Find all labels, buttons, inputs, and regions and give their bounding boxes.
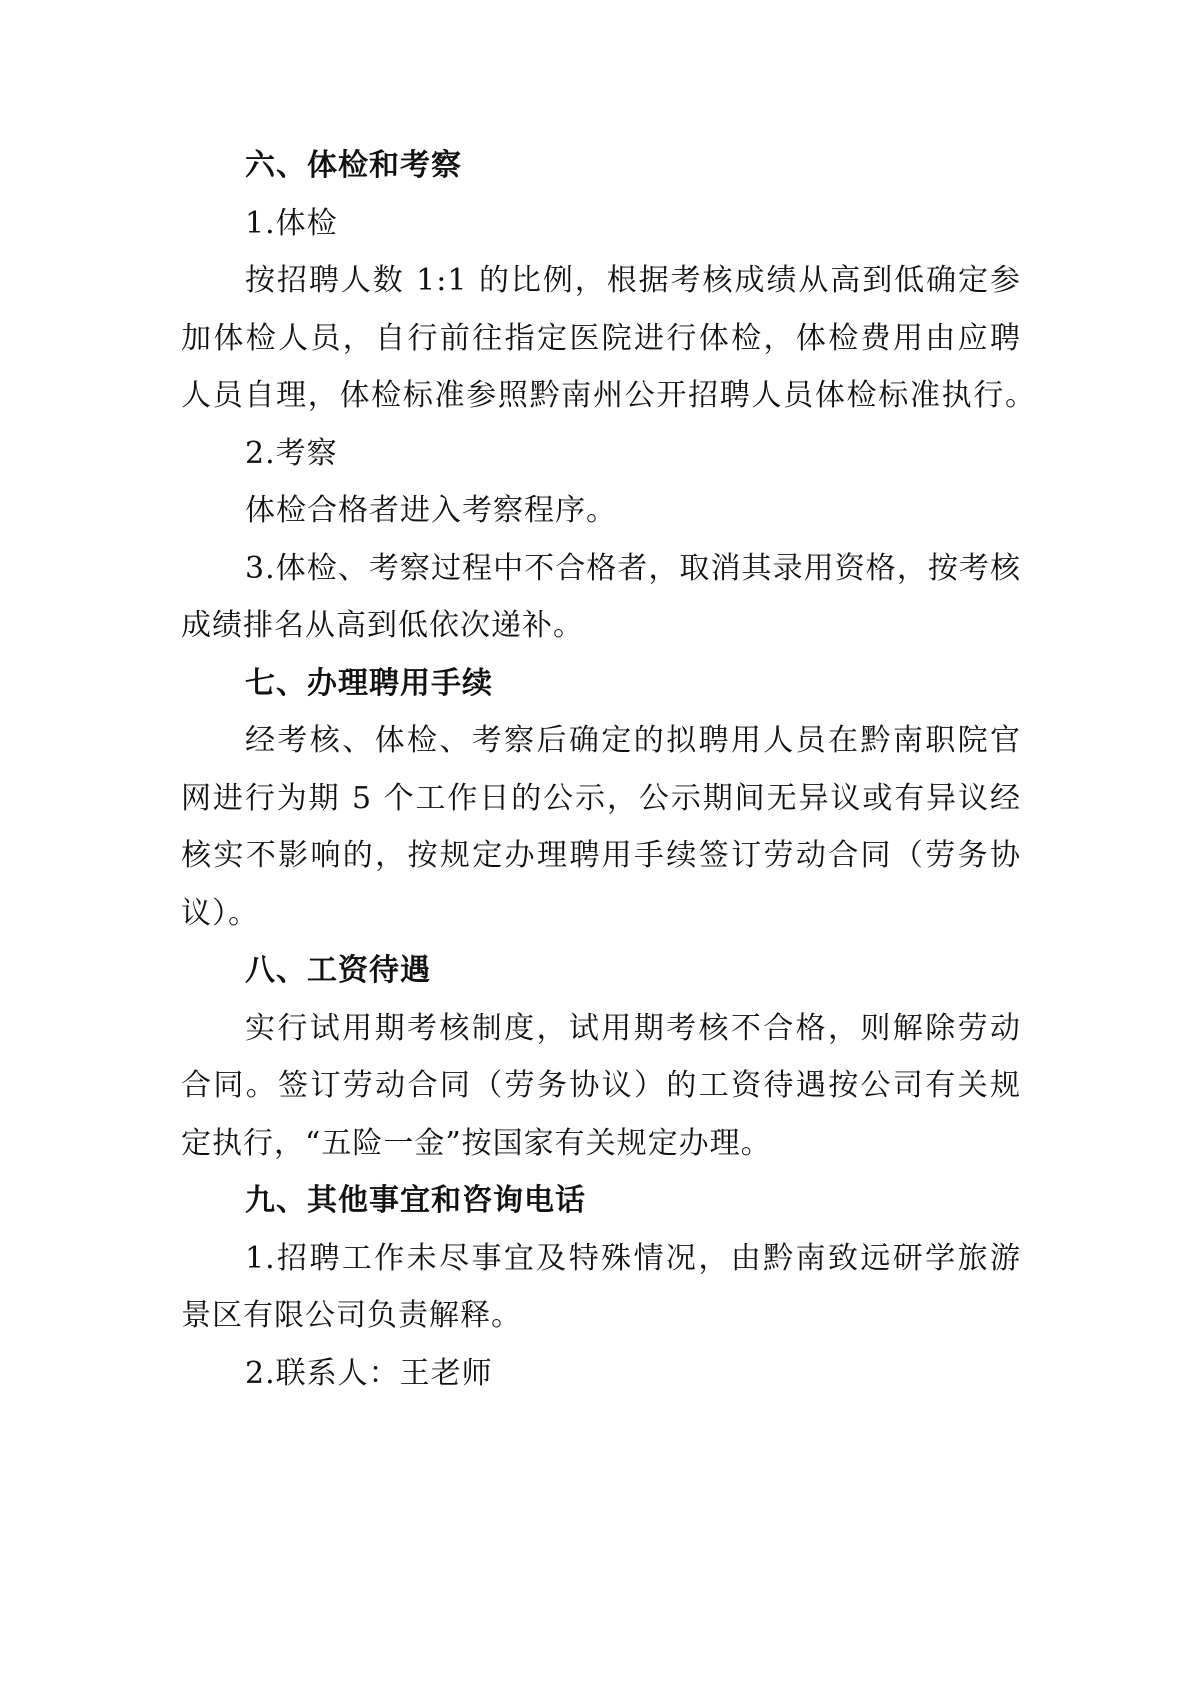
section-8-line-3: 定执行，“五险一金”按国家有关规定办理。 [181, 1126, 772, 1161]
section-9-item-1-line-2: 景区有限公司负责解释。 [181, 1298, 522, 1333]
section-8-line-2: 合同。签订劳动合同（劳务协议）的工资待遇按公司有关规 [181, 1068, 1021, 1103]
section-6-heading: 六、体检和考察 [245, 148, 462, 183]
section-9-heading: 九、其他事宜和咨询电话 [245, 1183, 586, 1218]
section-6-item-1-title: 1.体检 [245, 206, 338, 241]
section-6-item-3-line-2: 成绩排名从高到低依次递补。 [181, 608, 584, 643]
section-9-item-2-text: 2.联系人：王老师 [245, 1356, 493, 1391]
section-6-item-1-line-1: 按招聘人数 1:1 的比例，根据考核成绩从高到低确定参 [245, 263, 1021, 298]
section-7-heading: 七、办理聘用手续 [245, 666, 493, 701]
section-7-line-4: 议）。 [181, 896, 259, 931]
section-6-item-1-line-2: 加体检人员，自行前往指定医院进行体检，体检费用由应聘 [181, 321, 1021, 356]
section-6-item-3-line-1: 3.体检、考察过程中不合格者，取消其录用资格，按考核 [245, 551, 1021, 586]
section-9-item-1-line-1: 1.招聘工作未尽事宜及特殊情况，由黔南致远研学旅游 [245, 1241, 1021, 1276]
section-6-item-1-line-3: 人员自理，体检标准参照黔南州公开招聘人员体检标准执行。 [181, 378, 1036, 413]
section-6-item-2-text: 体检合格者进入考察程序。 [245, 493, 617, 528]
section-7-line-1: 经考核、体检、考察后确定的拟聘用人员在黔南职院官 [245, 723, 1021, 758]
section-8-line-1: 实行试用期考核制度，试用期考核不合格，则解除劳动 [245, 1011, 1021, 1046]
section-6-item-2-title: 2.考察 [245, 436, 338, 471]
section-7-line-2: 网进行为期 5 个工作日的公示，公示期间无异议或有异议经 [181, 781, 1021, 816]
section-8-heading: 八、工资待遇 [245, 953, 431, 988]
section-7-line-3: 核实不影响的，按规定办理聘用手续签订劳动合同（劳务协 [181, 838, 1021, 873]
